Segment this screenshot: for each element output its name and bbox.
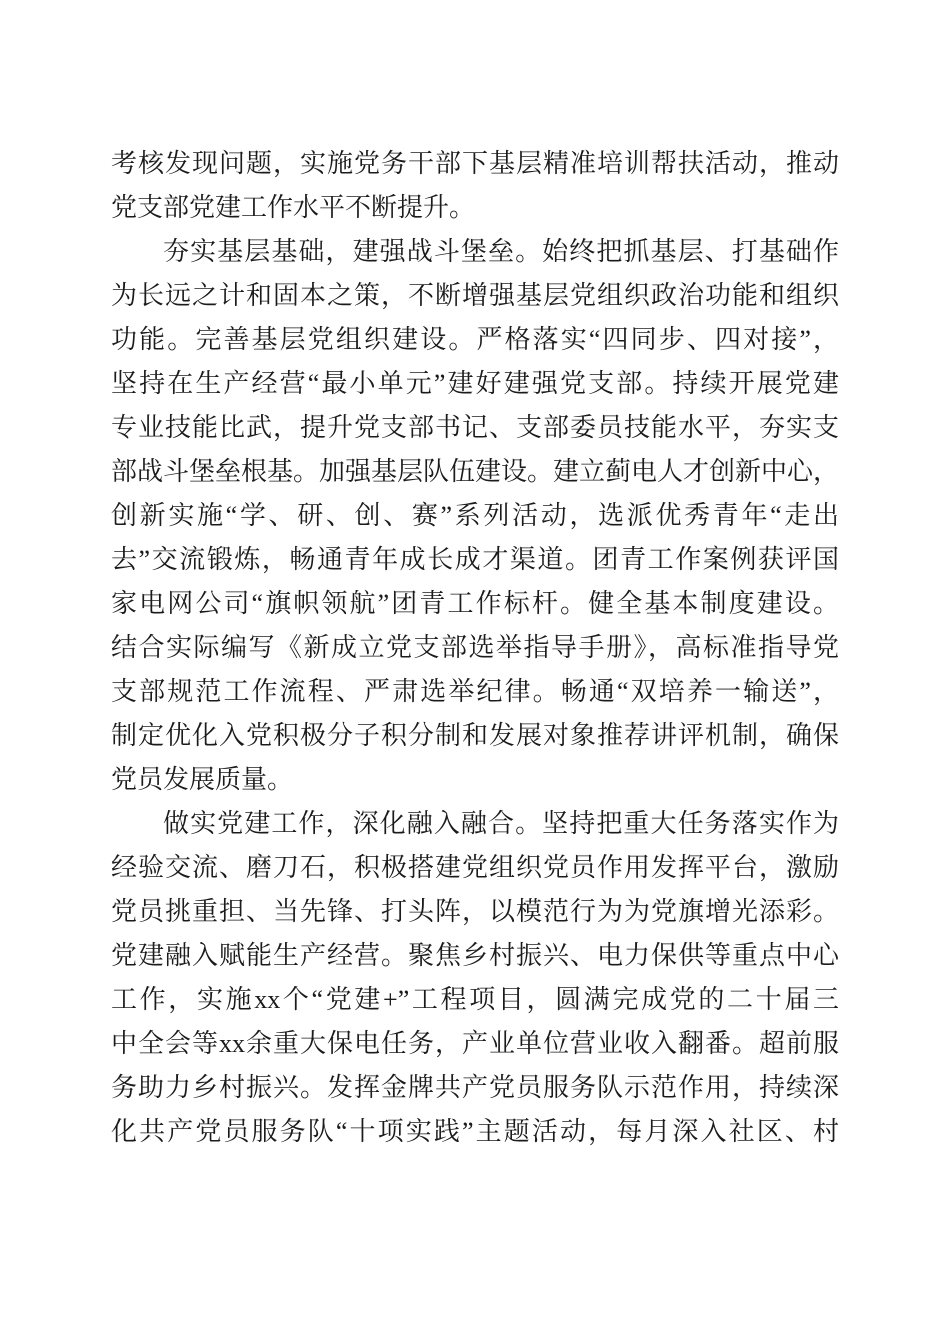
text-line: 为长远之计和固本之策，不断增强基层党组织政治功能和组织 — [111, 281, 839, 310]
text-line: 党员挑重担、当先锋、打头阵，以模范行为为党旗增光添彩。 — [111, 897, 839, 926]
text-line: 部战斗堡垒根基。加强基层队伍建设。建立蓟电人才创新中心， — [111, 457, 840, 486]
text-line: 党支部党建工作水平不断提升。 — [111, 193, 476, 222]
text-line: 经验交流、磨刀石，积极搭建党组织党员作用发挥平台，激励 — [111, 853, 839, 882]
text-line: 党建融入赋能生产经营。聚焦乡村振兴、电力保供等重点中心 — [111, 941, 839, 970]
paragraph — [111, 802, 839, 1154]
paragraph — [111, 142, 839, 230]
text-line: 创新实施“学、研、创、赛”系列活动，选派优秀青年“走出 — [111, 501, 839, 530]
text-line: 党员发展质量。 — [111, 765, 294, 794]
text-line: 结合实际编写《新成立党支部选举指导手册》，高标准指导党 — [111, 633, 839, 662]
text-line: 夯实基层基础，建强战斗堡垒。始终把抓基层、打基础作 — [163, 237, 839, 266]
text-line: 支部规范工作流程、严肃选举纪律。畅通“双培养一输送”， — [111, 677, 839, 706]
text-line: 中全会等xx余重大保电任务，产业单位营业收入翻番。超前服 — [111, 1029, 839, 1058]
text-line: 坚持在生产经营“最小单元”建好建强党支部。持续开展党建 — [111, 369, 839, 398]
text-line: 化共产党员服务队“十项实践”主题活动，每月深入社区、村 — [111, 1117, 839, 1146]
text-line: 制定优化入党积极分子积分制和发展对象推荐讲评机制，确保 — [111, 721, 839, 750]
text-line: 功能。完善基层党组织建设。严格落实“四同步、四对接”， — [111, 325, 839, 354]
text-line: 工作，实施xx个“党建+”工程项目，圆满完成党的二十届三 — [111, 985, 839, 1014]
text-line: 去”交流锻炼，畅通青年成长成才渠道。团青工作案例获评国 — [111, 545, 839, 574]
text-line: 考核发现问题，实施党务干部下基层精准培训帮扶活动，推动 — [111, 149, 839, 178]
text-line: 专业技能比武，提升党支部书记、支部委员技能水平，夯实支 — [111, 413, 839, 442]
text-line: 做实党建工作，深化融入融合。坚持把重大任务落实作为 — [163, 809, 839, 838]
text-line: 务助力乡村振兴。发挥金牌共产党员服务队示范作用，持续深 — [111, 1073, 839, 1102]
paragraph — [111, 230, 839, 802]
text-line: 家电网公司“旗帜领航”团青工作标杆。健全基本制度建设。 — [111, 589, 839, 618]
